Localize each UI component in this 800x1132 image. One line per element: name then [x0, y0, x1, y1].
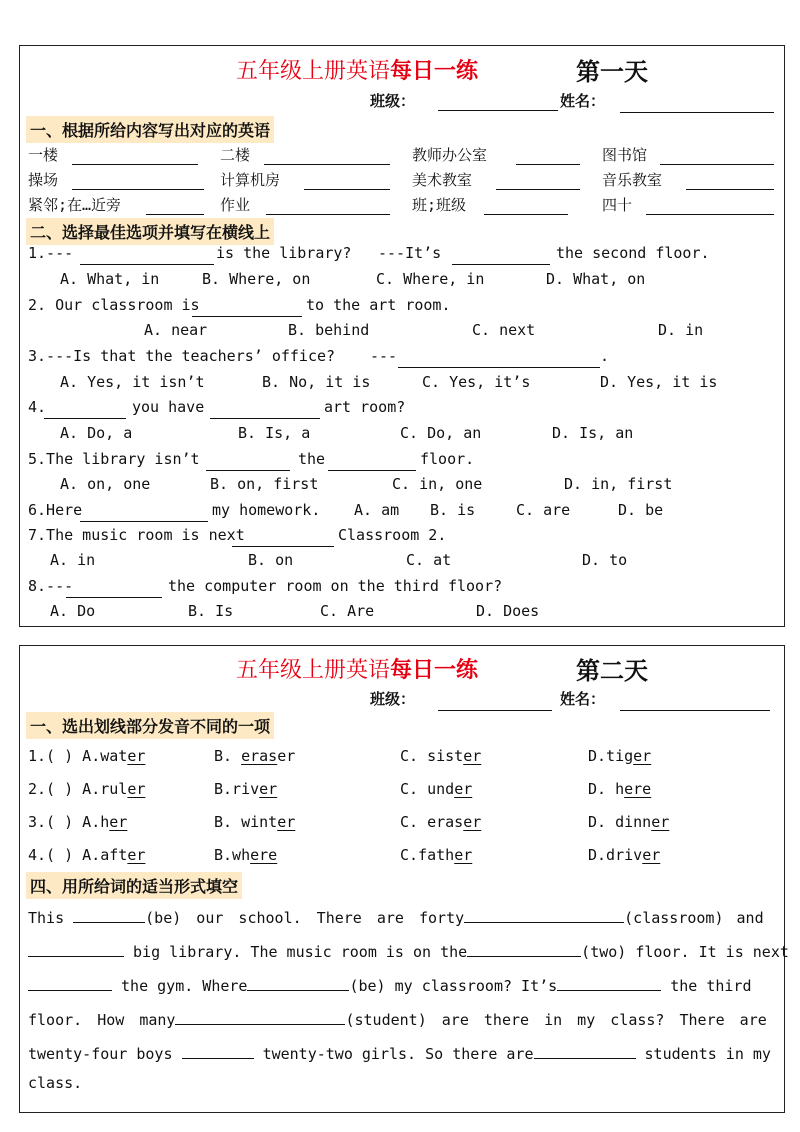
answer-blank[interactable] [80, 501, 208, 522]
vocab-answer-field[interactable] [660, 144, 774, 165]
option[interactable]: D. What, on [546, 270, 646, 288]
passage-text: the gym. Where [121, 977, 248, 995]
option[interactable]: B. Where, on [202, 270, 311, 288]
option[interactable]: D. to [582, 551, 628, 569]
answer-blank[interactable] [175, 1006, 345, 1025]
answer-blank[interactable] [557, 972, 661, 991]
vocab-label: 班;班级 [412, 196, 467, 214]
option[interactable]: D. here [588, 780, 652, 798]
option[interactable]: B. eraser [214, 747, 296, 765]
option[interactable]: D. Is, an [552, 424, 634, 442]
option[interactable]: A. Do, a [60, 424, 133, 442]
phonics-row [28, 846, 145, 864]
section-title: 一、选出划线部分发音不同的一项 [26, 712, 274, 739]
underlined-part: er [109, 813, 128, 831]
option[interactable]: D.tiger [588, 747, 652, 765]
option[interactable]: B. Is [188, 602, 234, 620]
name-label: 姓名： [560, 92, 606, 110]
vocab-answer-field[interactable] [266, 194, 390, 215]
answer-blank[interactable] [534, 1040, 636, 1059]
question-text: 5.The library isn’t [28, 450, 200, 468]
option[interactable]: B. on [248, 551, 294, 569]
phonics-row [28, 747, 145, 765]
question-text: ---It’s [378, 244, 442, 262]
worksheet-title: 五年级上册英语每日一练 [236, 58, 479, 84]
question-number: 3.( ) A. [28, 813, 101, 831]
option[interactable]: C. under [400, 780, 473, 798]
vocab-label: 计算机房 [220, 171, 281, 189]
passage-line [28, 938, 789, 961]
question-text: the computer room on the third floor? [168, 577, 503, 595]
question-text: is the library? [216, 244, 352, 262]
question-number: 1.( ) A. [28, 747, 101, 765]
passage-text: This [28, 909, 65, 927]
passage-line [28, 1074, 82, 1092]
option-stem: wat [100, 747, 128, 765]
name-field[interactable] [620, 688, 770, 711]
passage-text: (be) our school. There are forty [145, 909, 465, 927]
question-number: 2.( ) A. [28, 780, 101, 798]
question-text: 4. [28, 398, 47, 416]
question-text: 3.---Is that the teachers’ office? [28, 347, 336, 365]
passage-line [28, 1006, 767, 1029]
question-text: floor. [420, 450, 475, 468]
vocab-label: 音乐教室 [602, 171, 663, 189]
option[interactable]: D. dinner [588, 813, 670, 831]
option[interactable]: C. Where, in [376, 270, 485, 288]
passage-text: (classroom) and [624, 909, 764, 927]
option[interactable]: D. be [618, 501, 664, 519]
class-label: 班级： [370, 92, 416, 110]
answer-blank[interactable] [206, 450, 290, 471]
question-text: 1.--- [28, 244, 74, 262]
passage-text: class. [28, 1074, 83, 1092]
vocab-answer-field[interactable] [72, 144, 198, 165]
vocab-answer-field[interactable] [146, 194, 204, 215]
class-field[interactable] [438, 88, 558, 111]
class-label: 班级： [370, 690, 416, 708]
option[interactable]: C. Are [320, 602, 375, 620]
option[interactable]: C. next [472, 321, 536, 339]
option[interactable]: A. Yes, it isn’t [60, 373, 205, 391]
answer-blank[interactable] [232, 526, 334, 547]
question-number: 4.( ) A. [28, 846, 101, 864]
vocab-label: 教师办公室 [412, 146, 488, 164]
question-text: you have [132, 398, 205, 416]
vocab-label: 四十 [602, 196, 633, 214]
option[interactable]: D. Yes, it is [600, 373, 718, 391]
passage-text: (be) my classroom? It’s [349, 977, 558, 995]
vocab-answer-field[interactable] [516, 144, 580, 165]
question-text: the second floor. [556, 244, 710, 262]
passage-line [28, 904, 764, 927]
vocab-label: 二楼 [220, 146, 251, 164]
phonics-row [28, 780, 145, 798]
worksheet-title: 五年级上册英语每日一练 [236, 657, 479, 683]
option[interactable]: B. is [430, 501, 476, 519]
section-title: 四、用所给词的适当形式填空 [26, 872, 242, 899]
passage-text: twenty-two girls. So there are [262, 1045, 534, 1063]
option[interactable]: B. behind [288, 321, 370, 339]
question-text: 8.--- [28, 577, 74, 595]
worksheet-day-1 [19, 45, 785, 627]
option[interactable]: C.father [400, 846, 473, 864]
name-field[interactable] [620, 90, 774, 113]
option[interactable]: A. What, in [60, 270, 160, 288]
answer-blank[interactable] [44, 398, 126, 419]
question-text: --- [370, 347, 398, 365]
answer-blank[interactable] [66, 577, 162, 598]
option[interactable]: D. in, first [564, 475, 673, 493]
option[interactable]: D.driver [588, 846, 661, 864]
vocab-answer-field[interactable] [264, 144, 390, 165]
class-field[interactable] [438, 688, 552, 711]
option[interactable]: A. Do [50, 602, 96, 620]
day-label: 第一天 [576, 57, 648, 86]
section-title: 二、选择最佳选项并填写在横线上 [26, 218, 274, 245]
vocab-label: 图书馆 [602, 146, 648, 164]
option[interactable]: C. in, one [392, 475, 483, 493]
day-label: 第二天 [576, 656, 648, 685]
option[interactable]: A. am [354, 501, 400, 519]
underlined-part: er [127, 780, 146, 798]
passage-text: the third [670, 977, 752, 995]
vocab-answer-field[interactable] [304, 169, 390, 190]
vocab-label: 美术教室 [412, 171, 473, 189]
vocab-answer-field[interactable] [496, 169, 580, 190]
answer-blank[interactable] [28, 972, 112, 991]
vocab-label: 操场 [28, 171, 59, 189]
option[interactable]: B. Is, a [238, 424, 311, 442]
answer-blank[interactable] [182, 1040, 254, 1059]
option[interactable]: A. on, one [60, 475, 151, 493]
question-text: 2. Our classroom is [28, 296, 200, 314]
option[interactable]: B.river [214, 780, 278, 798]
option-stem: aft [100, 846, 128, 864]
option[interactable]: A. near [144, 321, 208, 339]
option[interactable]: C. sister [400, 747, 482, 765]
answer-blank[interactable] [28, 938, 124, 957]
passage-text: floor. How many [28, 1011, 176, 1029]
passage-text: (two) floor. It is next [581, 943, 789, 961]
passage-line [28, 1040, 771, 1063]
question-text: to the art room. [306, 296, 451, 314]
phonics-row [28, 813, 127, 831]
underlined-part: er [127, 846, 146, 864]
passage-text: students in my [644, 1045, 771, 1063]
question-text: . [600, 347, 610, 365]
option[interactable]: C. Yes, it’s [422, 373, 531, 391]
option-stem: h [100, 813, 110, 831]
answer-blank[interactable] [398, 347, 600, 368]
answer-blank[interactable] [464, 904, 624, 923]
answer-blank[interactable] [80, 244, 214, 265]
passage-text: twenty-four boys [28, 1045, 173, 1063]
vocab-answer-field[interactable] [484, 194, 568, 215]
passage-line [28, 972, 752, 995]
option[interactable]: D. in [658, 321, 704, 339]
vocab-answer-field[interactable] [686, 169, 774, 190]
vocab-label: 作业 [220, 196, 251, 214]
answer-blank[interactable] [210, 398, 320, 419]
option[interactable]: C. eraser [400, 813, 482, 831]
question-text: 7.The music room is next [28, 526, 245, 544]
answer-blank[interactable] [192, 296, 302, 317]
option[interactable]: A. in [50, 551, 96, 569]
question-text: my homework. [212, 501, 321, 519]
option[interactable]: D. Does [476, 602, 540, 620]
worksheet-day-2 [19, 645, 789, 1113]
option[interactable]: C. are [516, 501, 571, 519]
section-title: 一、根据所给内容写出对应的英语 [26, 116, 274, 143]
question-text: art room? [324, 398, 406, 416]
passage-text: (student) are there in my class? There are [345, 1011, 767, 1029]
vocab-answer-field[interactable] [646, 194, 774, 215]
answer-blank[interactable] [467, 938, 581, 957]
vocab-label: 紧邻;在…近旁 [28, 196, 122, 214]
vocab-label: 一楼 [28, 146, 59, 164]
underlined-part: er [127, 747, 146, 765]
vocab-answer-field[interactable] [72, 169, 204, 190]
option[interactable]: C. Do, an [400, 424, 482, 442]
answer-blank[interactable] [73, 904, 145, 923]
passage-text: big library. The music room is on the [133, 943, 468, 961]
answer-blank[interactable] [328, 450, 416, 471]
question-text: the [298, 450, 326, 468]
answer-blank[interactable] [452, 244, 550, 265]
option[interactable]: C. at [406, 551, 452, 569]
option[interactable]: B.where [214, 846, 278, 864]
option[interactable]: B. winter [214, 813, 296, 831]
question-text: Classroom 2. [338, 526, 447, 544]
option[interactable]: B. No, it is [262, 373, 371, 391]
option[interactable]: B. on, first [210, 475, 319, 493]
answer-blank[interactable] [247, 972, 349, 991]
question-text: 6.Here [28, 501, 83, 519]
name-label: 姓名： [560, 690, 606, 708]
option-stem: rul [100, 780, 128, 798]
